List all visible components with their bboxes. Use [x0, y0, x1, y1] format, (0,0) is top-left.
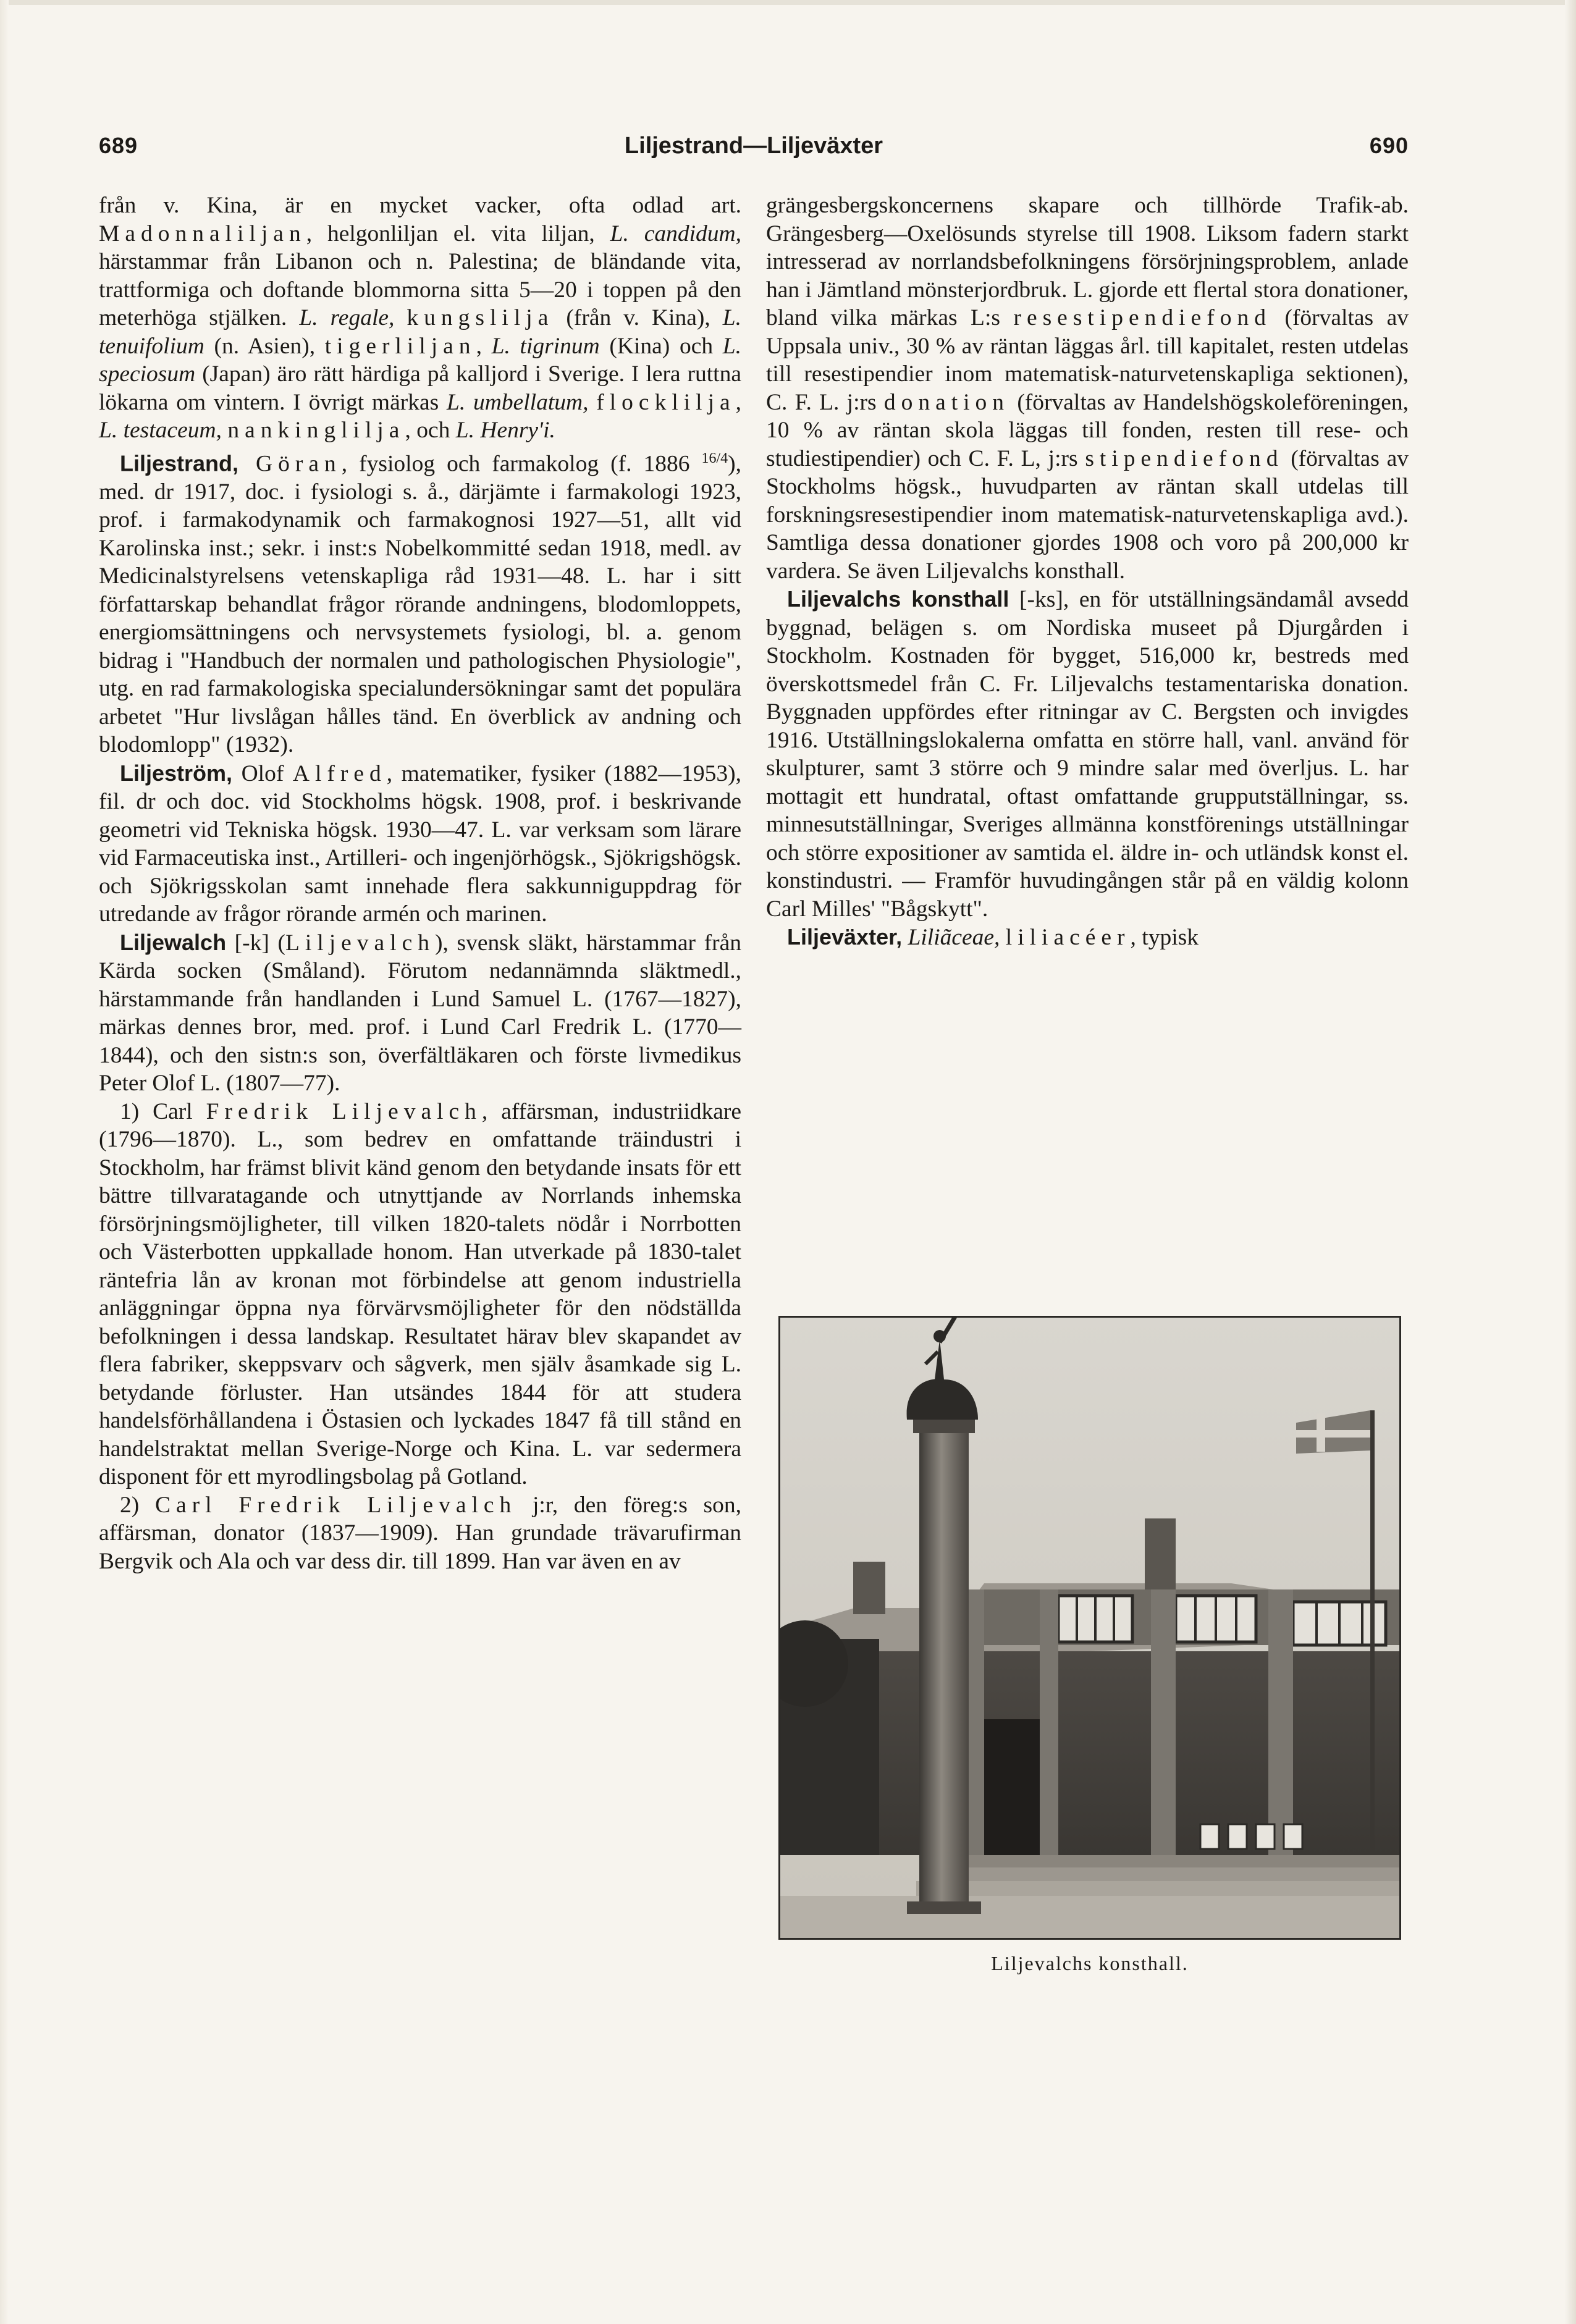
photo-illustration [780, 1318, 1399, 1938]
photo-caption: Liljevalchs konsthall. [991, 1952, 1189, 1974]
paragraph-lilium-continued: från v. Kina, är en mycket vacker, ofta odlad art. Madonnaliljan, helgonliljan el. vita liljan, L. candidum, härstammar från Libanon och n. Palestina; de bländande vita, trattformiga och doftande blommorna sitta 5—20 i toppen på den meterhöga stjälken. L. regale, kungslilja (från v. Kina), L. tenuifolium (n. Asien), tigerliljan, L. tigrinum (Kina) och L. speciosum (Japan) äro rätt härdiga på kalljord i Sverige. I lera ruttna lökarna om vintern. I övrigt märkas L. umbellatum, flocklilja, L. testaceum, nankinglilja, och L. Henry'i. [99, 193, 742, 443]
headword: Liljevalchs konsthall [787, 586, 1009, 612]
paragraph-liljevalch-continued: grängesbergskoncernens skapare och tillhörde Trafik-ab. Grängesberg—Oxelösunds styrelse till 1908. Liksom fadern starkt intresserad av norrlandsbefolkningens försörjningsproblem, anlade han i Jämtland mönsterjordbruk. L. gjorde ett flertal stora donationer, bland vilka märkas L:s resestipendiefond (förvaltas av Uppsala univ., 30 % av räntan läggas årl. till kapitalet, resten utdelas till resestipendier inom matematisk-naturvetenskapliga sektionen), C. F. L. j:rs donation (förvaltas av Handelshögskoleföreningen, 10 % av räntan skola läggas till fonden, resten till rese- och studiestipendier) och C. F. L, j:rs stipendiefond (förvaltas av Stockholms högsk., huvudparten av räntan skall utdelas till forskningsresestipendier inom matematisk-naturvetenskapliga avd.). Samtliga dessa donationer gjordes 1908 och voro på 200,000 kr vardera. Se även Liljevalchs konsthall. [766, 193, 1409, 584]
page-edge-top [0, 0, 1576, 5]
headword: Liljeväxter, [787, 924, 903, 949]
entry-liljewalch: Liljewalch [-k] (Liljevalch), svensk släkt, härstammar från Kärda socken (Småland). Förutom nedannämnda släktmedl., härstammande från handlanden i Lund Samuel L. (1767—1827), märkas dennes bror, med. prof. i Lund Carl Fredrik L. (1770—1844), och den sistn:s son, överfältläkaren och förste livmedikus Peter Olof L. (1807—77). [99, 929, 741, 1096]
entry-liljevaxter: Liljeväxter, Liliãceae, liliacéer, typisk [787, 924, 1199, 950]
page-number-right: 690 [1369, 133, 1409, 158]
entry-liljevalchs-konsthall: Liljevalchs konsthall [-ks], en för utställningsändamål avsedd byggnad, belägen s. om Nordiska museet på Djurgården i Stockholm. Kostnaden för bygget, 516,000 kr, bestreds med överskottsmedel från C. Fr. Liljevalchs testamentariska donation. Byggnaden uppfördes efter ritningar av C. Bergsten och invigdes 1916. Utställningslokalerna omfatta en större hall, vanl. använd för skulpturer, samt 3 större och 9 mindre salar med överljus. L. har mottagit ett hundratal, oftast omfattande grupputställningar, ss. minnesutställningar, Sveriges allmänna konstförenings utställningar och större expositioner av samtida el. äldre in- och utländsk konst el. konstindustri. — Framför huvudingången står på en väldig kolonn Carl Milles' "Bågskytt". [766, 586, 1409, 922]
page-number-left: 689 [99, 133, 138, 158]
page-header [99, 133, 1409, 170]
entry-liljevalch-2: 2) Carl Fredrik Liljevalch j:r, den föreg:s son, affärsman, donator (1837—1909). Han grundade trävarufirman Bergvik och Ala och var dess dir. till 1899. Han var även en av [99, 1492, 741, 1574]
left-column [99, 192, 741, 1575]
photo-liljevalchs-konsthall [778, 1316, 1401, 1940]
entry-liljestrom: Liljeström, Olof Alfred, matematiker, fysiker (1882—1953), fil. dr och doc. vid Stockholms högsk. 1908, prof. i beskrivande geometri vid Tekniska högsk. 1930—47. L. var verksam som lärare vid Farmaceutiska inst., Artilleri- och ingenjörhögsk., Sjökrigshögsk. och Sjökrigsskolan samt innehade flera sakkunniguppdrag för utredande av frågor rörande armén och marinen. [99, 760, 742, 927]
running-head: Liljestrand—Liljeväxter [624, 133, 883, 159]
headword: Liljestrand, [120, 450, 239, 476]
headword: Liljeström, [120, 760, 233, 786]
entry-liljevalch-1: 1) Carl Fredrik Liljevalch, affärsman, industriidkare (1796—1870). L., som bedrev en omfattande träindustri i Stockholm, har främst blivit känd genom den betydande insats för ett bättre tillvaratagande och utnyttjande av Norrlands inhemska försörjningsmöjligheter, till vilken 1820-talets nödår i Norrbotten och Västerbotten uppkallade honom. Han utverkade på 1830-talet räntefria lån av kronan mot förbindelse att genom industriella anläggningar öppna nya förvärvsmöjligheter för den nödställda befolkningen i dessa landskap. Resultatet härav blev skapandet av flera fabriker, skeppsvarv och sågverk, men själv åsamkade sig L. betydande förluster. Han utsändes 1844 för att studera handelsförhållandena i Östasien och lyckades 1847 få till stånd en handelstraktat mellan Sverige-Norge och Kina. L. var sedermera disponent för ett myrodlingsbolag på Gotland. [99, 1098, 741, 1489]
page-edge-right [1565, 0, 1576, 2324]
page-edge-left [0, 0, 9, 2324]
right-column [766, 192, 1409, 952]
headword: Liljewalch [120, 929, 227, 955]
entry-liljestrand: Liljestrand, Göran, fysiolog och farmakolog (f. 1886 $^{16/4}$), med. dr 1917, doc. i fysiologi s. å., därjämte i farmakologi 1923, prof. i farmakodynamik och farmakognosi 1927—51, allt vid Karolinska inst.; sekr. i inst:s Nobelkommitté sedan 1918, medl. av Medicinalstyrelsens vetenskapliga råd 1931—48. L. har i sitt författarskap behandlat frågor rörande andningens, blodomloppets, energiomsättningens och nervsystemets fysiologi, bl. a. genom bidrag i "Handbuch der normalen und pathologischen Physiologie", utg. en rad farmakologiska specialundersökningar samt det populära arbetet "Hur livslågan hålles tänd. En överblick av andning och blodomlopp" (1932). [99, 450, 742, 757]
